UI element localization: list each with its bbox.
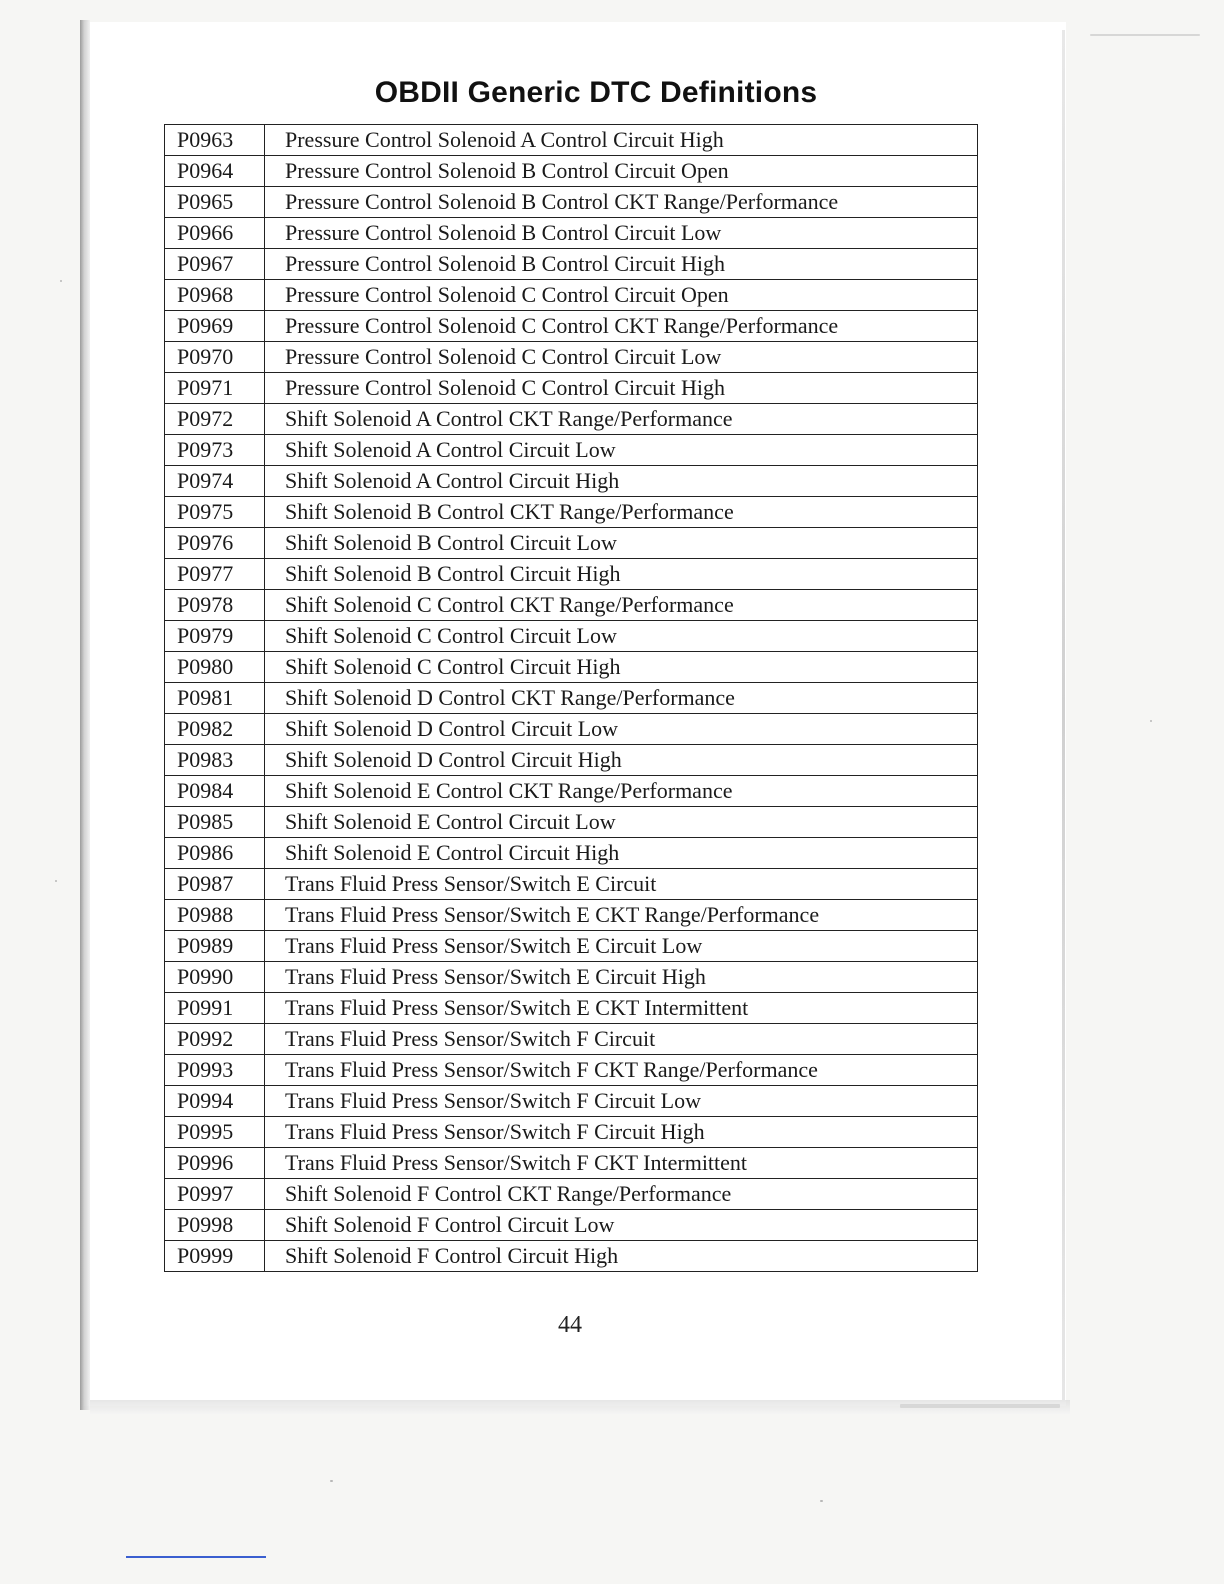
- table-row: [165, 559, 978, 590]
- dtc-code: P0963: [165, 125, 265, 156]
- table-row: [165, 652, 978, 683]
- dtc-table-body: [165, 125, 978, 1272]
- dtc-code: P0979: [165, 621, 265, 652]
- dtc-description: Trans Fluid Press Sensor/Switch F CKT Range/Performance: [265, 1055, 978, 1086]
- table-row: [165, 1241, 978, 1272]
- dtc-description: Pressure Control Solenoid C Control Circuit Low: [265, 342, 978, 373]
- dtc-description: Shift Solenoid F Control CKT Range/Performance: [265, 1179, 978, 1210]
- dtc-description: Trans Fluid Press Sensor/Switch E CKT Intermittent: [265, 993, 978, 1024]
- dtc-code: P0999: [165, 1241, 265, 1272]
- dtc-description: Trans Fluid Press Sensor/Switch F CKT Intermittent: [265, 1148, 978, 1179]
- dtc-code: P0998: [165, 1210, 265, 1241]
- dtc-description: Trans Fluid Press Sensor/Switch E Circuit High: [265, 962, 978, 993]
- table-row: [165, 435, 978, 466]
- table-row: [165, 466, 978, 497]
- table-row: [165, 311, 978, 342]
- table-row: [165, 249, 978, 280]
- dtc-description: Pressure Control Solenoid B Control Circuit Low: [265, 218, 978, 249]
- dtc-description: Trans Fluid Press Sensor/Switch F Circuit: [265, 1024, 978, 1055]
- dtc-description: Shift Solenoid E Control Circuit High: [265, 838, 978, 869]
- table-row: [165, 1055, 978, 1086]
- dtc-code: P0964: [165, 156, 265, 187]
- page-title: OBDII Generic DTC Definitions: [374, 76, 818, 109]
- table-row: [165, 497, 978, 528]
- dtc-code: P0970: [165, 342, 265, 373]
- dtc-code: P0973: [165, 435, 265, 466]
- footer-rule: [126, 1556, 266, 1558]
- scan-speck: [60, 280, 62, 282]
- table-row: [165, 621, 978, 652]
- dtc-description: Shift Solenoid E Control Circuit Low: [265, 807, 978, 838]
- dtc-code: P0987: [165, 869, 265, 900]
- dtc-description: Shift Solenoid B Control CKT Range/Performance: [265, 497, 978, 528]
- dtc-code: P0975: [165, 497, 265, 528]
- table-row: [165, 1179, 978, 1210]
- dtc-description: Pressure Control Solenoid C Control CKT Range/Performance: [265, 311, 978, 342]
- dtc-code: P0984: [165, 776, 265, 807]
- table-row: [165, 404, 978, 435]
- dtc-code: P0967: [165, 249, 265, 280]
- table-row: [165, 683, 978, 714]
- table-row: [165, 745, 978, 776]
- table-row: [165, 156, 978, 187]
- dtc-description: Pressure Control Solenoid B Control Circuit High: [265, 249, 978, 280]
- table-row: [165, 1148, 978, 1179]
- table-row: [165, 838, 978, 869]
- dtc-description: Shift Solenoid A Control Circuit High: [265, 466, 978, 497]
- table-row: [165, 1086, 978, 1117]
- dtc-code: P0972: [165, 404, 265, 435]
- scan-speck: [900, 1404, 1060, 1408]
- table-row: [165, 187, 978, 218]
- table-row: [165, 869, 978, 900]
- dtc-description: Trans Fluid Press Sensor/Switch F Circuit Low: [265, 1086, 978, 1117]
- scan-speck: [1090, 34, 1200, 36]
- dtc-description: Shift Solenoid E Control CKT Range/Performance: [265, 776, 978, 807]
- dtc-code: P0965: [165, 187, 265, 218]
- dtc-description: Shift Solenoid B Control Circuit Low: [265, 528, 978, 559]
- page-right-edge: [1062, 30, 1065, 1400]
- dtc-code: P0971: [165, 373, 265, 404]
- dtc-description: Shift Solenoid A Control Circuit Low: [265, 435, 978, 466]
- scan-speck: [1150, 720, 1152, 722]
- dtc-description: Pressure Control Solenoid A Control Circuit High: [265, 125, 978, 156]
- dtc-description: Shift Solenoid D Control Circuit High: [265, 745, 978, 776]
- dtc-description: Pressure Control Solenoid C Control Circuit Open: [265, 280, 978, 311]
- dtc-description: Shift Solenoid C Control Circuit Low: [265, 621, 978, 652]
- table-row: [165, 900, 978, 931]
- dtc-description: Shift Solenoid F Control Circuit Low: [265, 1210, 978, 1241]
- dtc-description: Trans Fluid Press Sensor/Switch E Circuit Low: [265, 931, 978, 962]
- dtc-code: P0990: [165, 962, 265, 993]
- dtc-code: P0995: [165, 1117, 265, 1148]
- dtc-code: P0982: [165, 714, 265, 745]
- dtc-code: P0988: [165, 900, 265, 931]
- dtc-code: P0985: [165, 807, 265, 838]
- table-row: [165, 1024, 978, 1055]
- dtc-code: P0978: [165, 590, 265, 621]
- dtc-code: P0969: [165, 311, 265, 342]
- table-row: [165, 993, 978, 1024]
- table-row: [165, 342, 978, 373]
- dtc-code: P0997: [165, 1179, 265, 1210]
- dtc-description: Pressure Control Solenoid B Control Circuit Open: [265, 156, 978, 187]
- scan-speck: [55, 880, 57, 882]
- table-row: [165, 590, 978, 621]
- dtc-description: Trans Fluid Press Sensor/Switch F Circuit High: [265, 1117, 978, 1148]
- dtc-code: P0993: [165, 1055, 265, 1086]
- dtc-code: P0966: [165, 218, 265, 249]
- page-binding-shadow: [80, 20, 90, 1410]
- dtc-code: P0976: [165, 528, 265, 559]
- dtc-code: P0977: [165, 559, 265, 590]
- scan-speck: [820, 1500, 823, 1502]
- dtc-description: Pressure Control Solenoid C Control Circuit High: [265, 373, 978, 404]
- dtc-code: P0968: [165, 280, 265, 311]
- table-row: [165, 218, 978, 249]
- table-row: [165, 931, 978, 962]
- dtc-description: Pressure Control Solenoid B Control CKT Range/Performance: [265, 187, 978, 218]
- dtc-description: Trans Fluid Press Sensor/Switch E CKT Range/Performance: [265, 900, 978, 931]
- dtc-description: Shift Solenoid C Control CKT Range/Performance: [265, 590, 978, 621]
- table-row: [165, 714, 978, 745]
- dtc-description: Shift Solenoid B Control Circuit High: [265, 559, 978, 590]
- dtc-code: P0980: [165, 652, 265, 683]
- table-row: [165, 962, 978, 993]
- table-row: [165, 776, 978, 807]
- dtc-code: P0994: [165, 1086, 265, 1117]
- dtc-description: Trans Fluid Press Sensor/Switch E Circuit: [265, 869, 978, 900]
- dtc-description: Shift Solenoid F Control Circuit High: [265, 1241, 978, 1272]
- table-row: [165, 1210, 978, 1241]
- page-number: 44: [558, 1312, 582, 1338]
- dtc-description: Shift Solenoid D Control Circuit Low: [265, 714, 978, 745]
- dtc-code: P0981: [165, 683, 265, 714]
- table-row: [165, 280, 978, 311]
- table-row: [165, 807, 978, 838]
- dtc-code: P0992: [165, 1024, 265, 1055]
- dtc-code: P0989: [165, 931, 265, 962]
- dtc-code: P0974: [165, 466, 265, 497]
- dtc-description: Shift Solenoid D Control CKT Range/Performance: [265, 683, 978, 714]
- dtc-table: [164, 124, 978, 1272]
- dtc-code: P0991: [165, 993, 265, 1024]
- dtc-code: P0986: [165, 838, 265, 869]
- scan-speck: [330, 1480, 333, 1482]
- dtc-code: P0983: [165, 745, 265, 776]
- table-row: [165, 528, 978, 559]
- table-row: [165, 1117, 978, 1148]
- table-row: [165, 125, 978, 156]
- table-row: [165, 373, 978, 404]
- dtc-description: Shift Solenoid C Control Circuit High: [265, 652, 978, 683]
- dtc-code: P0996: [165, 1148, 265, 1179]
- dtc-description: Shift Solenoid A Control CKT Range/Performance: [265, 404, 978, 435]
